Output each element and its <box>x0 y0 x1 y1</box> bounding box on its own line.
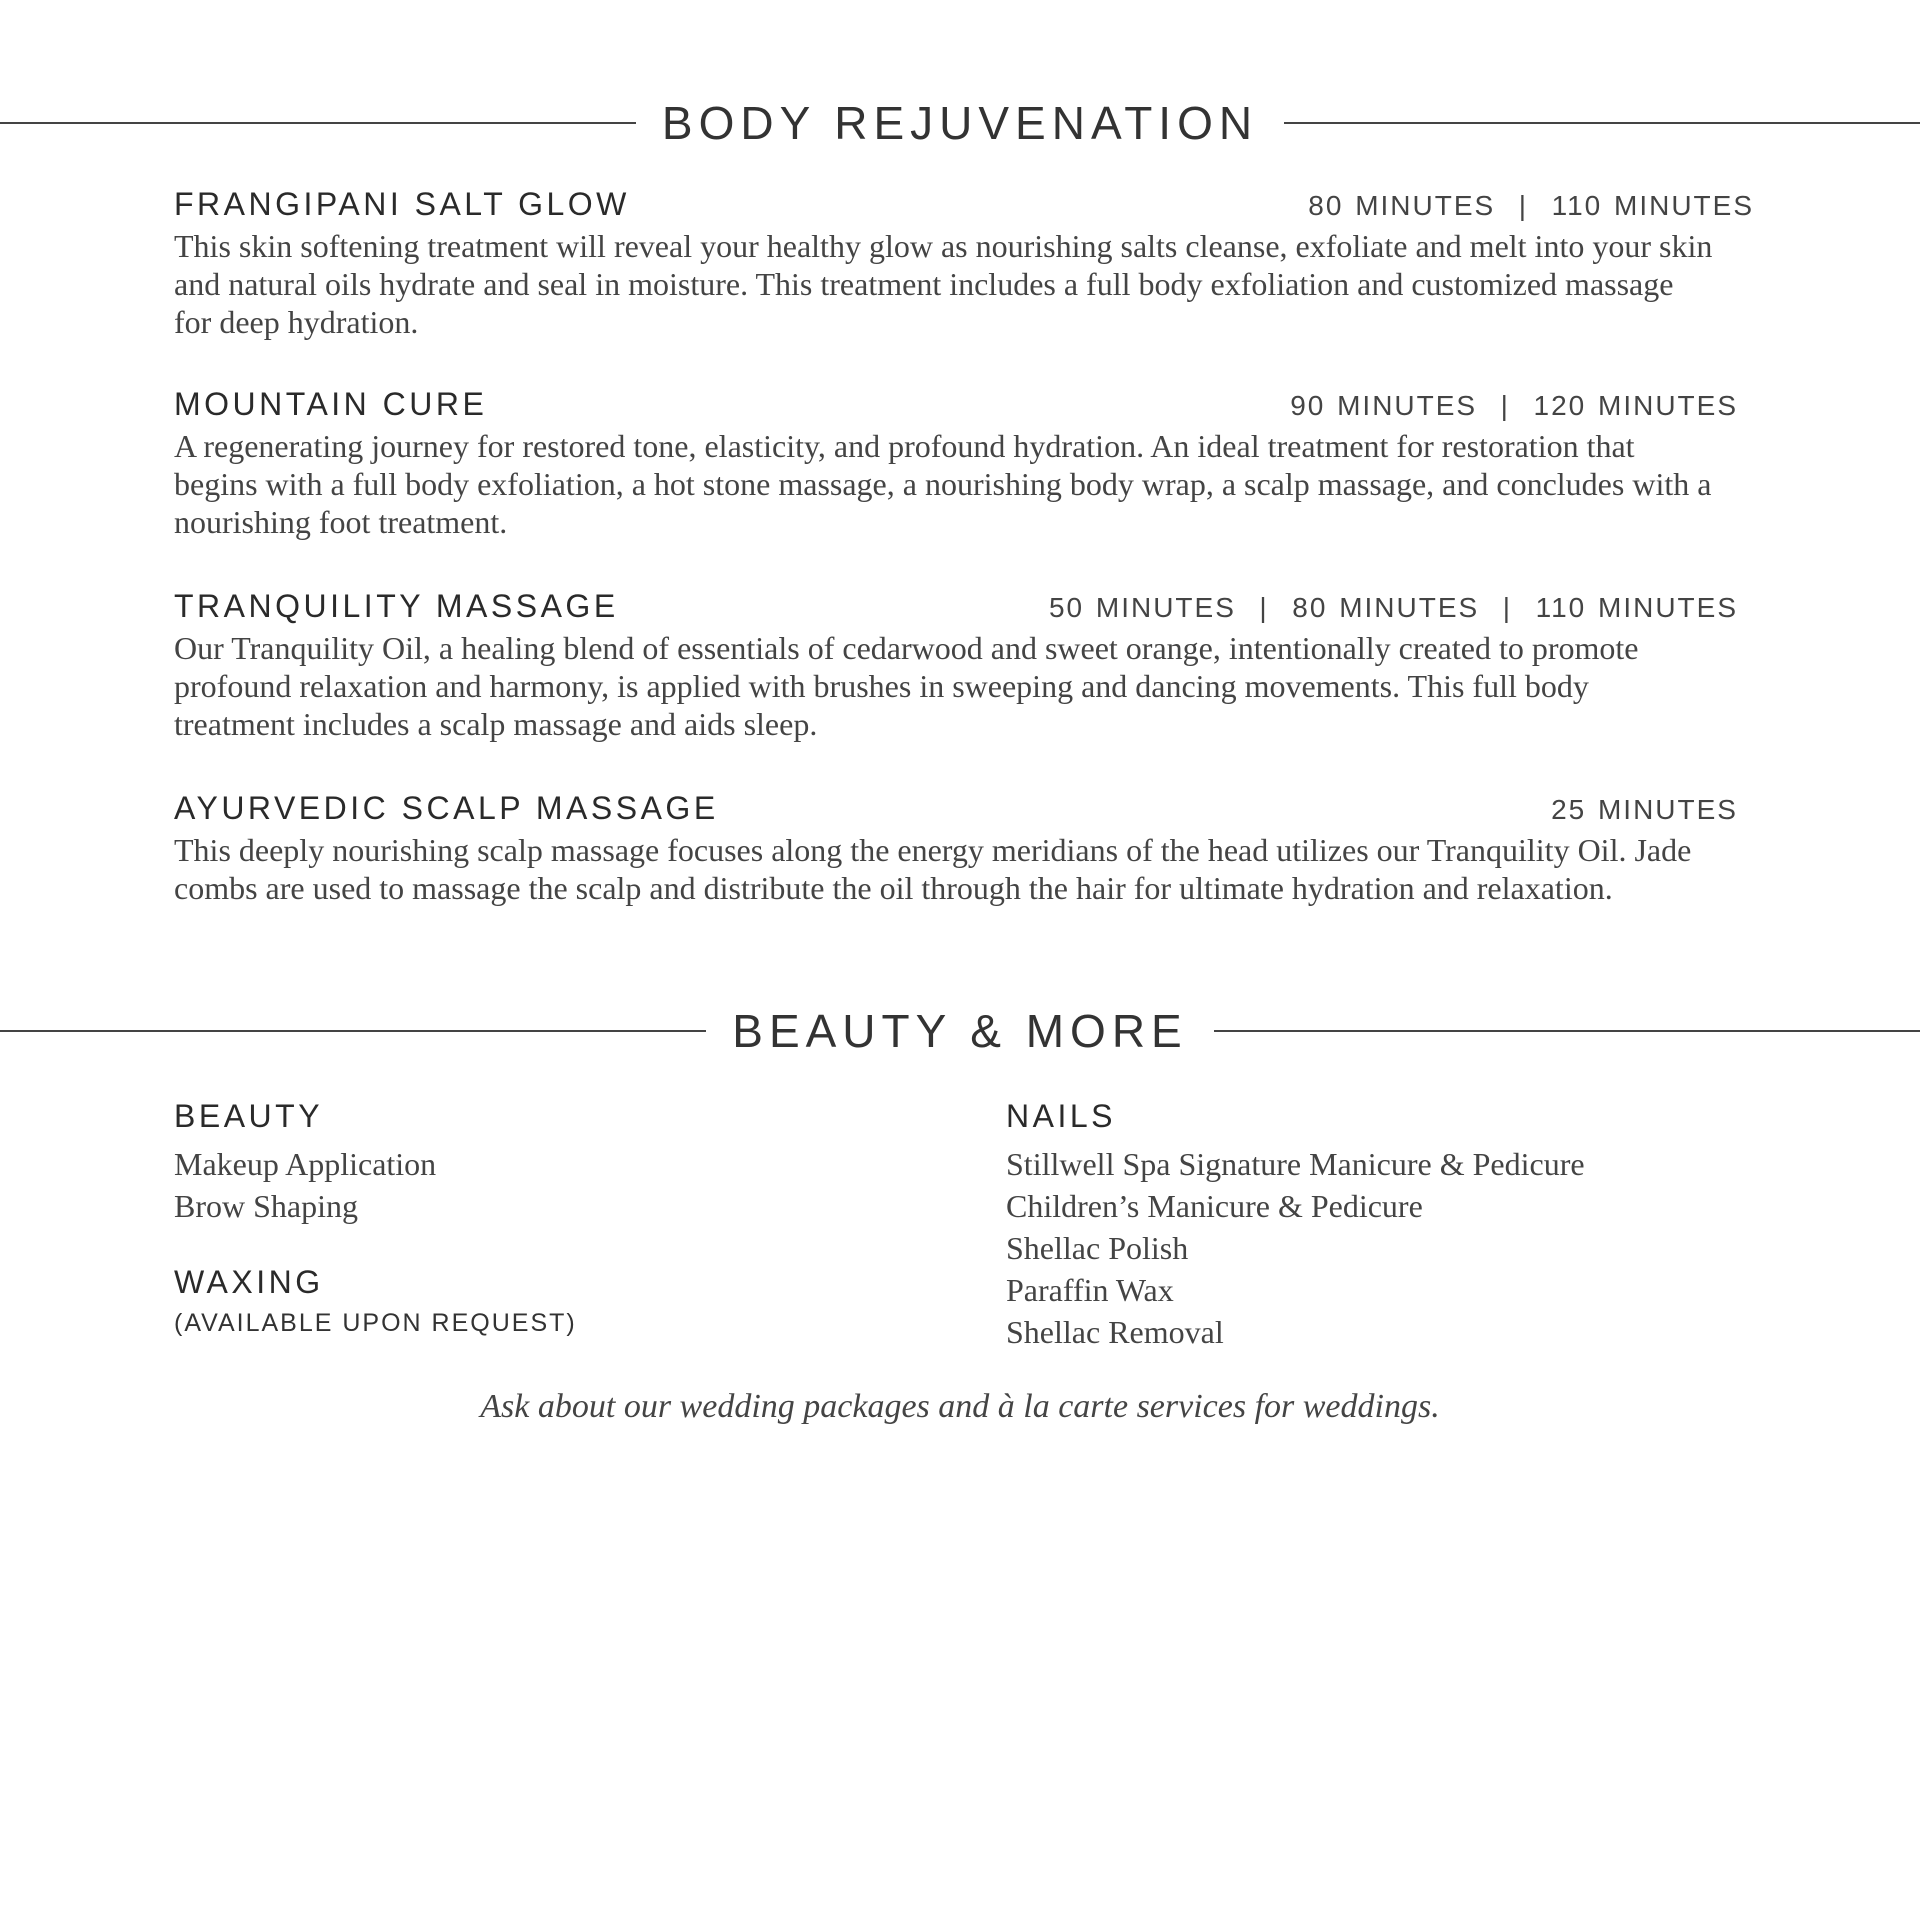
nails-column <box>1006 1098 1585 1353</box>
nails-title: NAILS <box>1006 1098 1116 1134</box>
treatment-description: A regenerating journey for restored tone, elasticity, and profound hydration. An ideal treatment for restoration that begins with a full body exfoliation, a hot stone massage, a nourishing body wrap, a scalp massage, and concludes with a nourishing foot treatment. <box>174 428 1712 540</box>
nails-item: Children’s Manicure & Pedicure <box>1006 1188 1423 1224</box>
waxing-note: (AVAILABLE UPON REQUEST) <box>174 1309 577 1337</box>
divider <box>1214 1030 1920 1032</box>
treatment-duration: 50 MINUTES | 80 MINUTES | 110 MINUTES <box>1048 592 1738 623</box>
divider <box>0 122 636 124</box>
treatment-title: FRANGIPANI SALT GLOW <box>174 186 630 222</box>
treatment-item <box>174 790 1738 907</box>
nails-item: Paraffin Wax <box>1006 1272 1174 1308</box>
section-title: BODY REJUVENATION <box>661 97 1259 149</box>
treatment-item <box>174 588 1738 743</box>
nails-item: Stillwell Spa Signature Manicure & Pedicure <box>1006 1146 1585 1182</box>
treatment-duration: 90 MINUTES | 120 MINUTES <box>1290 390 1738 421</box>
section-header-beauty-more <box>0 1005 1920 1057</box>
wedding-note: Ask about our wedding packages and à la carte services for weddings. <box>480 1388 1440 1425</box>
treatment-title: AYURVEDIC SCALP MASSAGE <box>174 790 719 826</box>
treatment-item <box>174 386 1738 541</box>
treatment-duration: 25 MINUTES <box>1551 794 1738 825</box>
treatment-description: This skin softening treatment will reveal your healthy glow as nourishing salts cleanse, exfoliate and melt into your skin and natural oils hydrate and seal in moisture. This treatment includes a full body exfoliation and customized massage for deep hydration. <box>174 228 1713 340</box>
divider <box>0 1030 706 1032</box>
treatment-description: This deeply nourishing scalp massage focuses along the energy meridians of the head utilizes our Tranquility Oil. Jade combs are used to massage the scalp and distribute the oil through the hair for ultimate hydration and relaxation. <box>174 832 1692 906</box>
treatment-title: TRANQUILITY MASSAGE <box>174 588 619 624</box>
treatment-item <box>174 186 1754 341</box>
beauty-item: Makeup Application <box>174 1146 437 1182</box>
treatment-title: MOUNTAIN CURE <box>174 386 488 422</box>
treatment-duration: 80 MINUTES | 110 MINUTES <box>1308 190 1754 221</box>
waxing-block <box>174 1264 577 1338</box>
beauty-item: Brow Shaping <box>174 1188 358 1224</box>
beauty-column <box>174 1098 436 1227</box>
beauty-title: BEAUTY <box>174 1098 324 1134</box>
waxing-title: WAXING <box>174 1264 324 1300</box>
divider <box>1284 122 1920 124</box>
section-header-body-rejuvenation <box>0 97 1920 149</box>
nails-item: Shellac Polish <box>1006 1230 1189 1266</box>
section-title: BEAUTY & MORE <box>732 1005 1188 1057</box>
treatment-description: Our Tranquility Oil, a healing blend of essentials of cedarwood and sweet orange, intentionally created to promote profound relaxation and harmony, is applied with brushes in sweeping and dancing movements. This full body treatment includes a scalp massage and aids sleep. <box>174 630 1639 742</box>
nails-item: Shellac Removal <box>1006 1314 1224 1350</box>
